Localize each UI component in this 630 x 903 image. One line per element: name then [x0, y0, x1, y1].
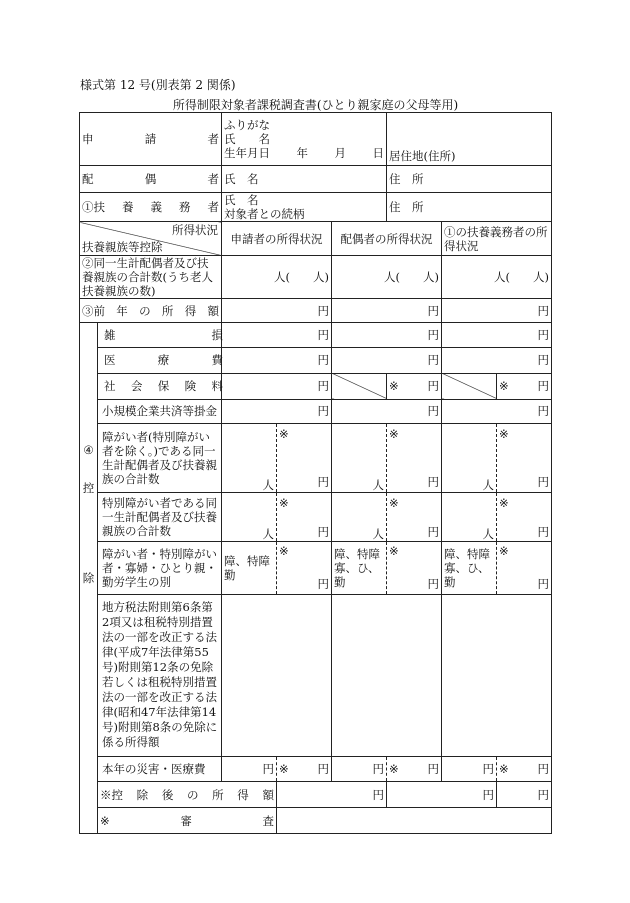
- special-supporter-amount[interactable]: ※ 円: [497, 493, 552, 542]
- spouse-row: [80, 166, 552, 193]
- special-disabled-label: 特別障がい者である同一生計配偶者及び扶養親族の合計数: [98, 493, 222, 542]
- prev-income-label: ③前 年 の 所 得 額: [80, 299, 222, 323]
- social-spouse-struck: [332, 373, 387, 399]
- smallbiz-label: 小規模企業共済等掛金: [98, 399, 222, 424]
- status-label: 障がい者・特別障がい者・寡婦・ひとり親・勤労学生の別: [98, 541, 222, 594]
- status-supporter-amount[interactable]: ※ 円: [497, 541, 552, 594]
- prev-income-applicant[interactable]: 円: [222, 299, 332, 323]
- disabled-supporter-count[interactable]: 人: [442, 424, 497, 493]
- disabled-spouse-amount[interactable]: ※ 円: [387, 424, 442, 493]
- prev-income-spouse[interactable]: 円: [332, 299, 442, 323]
- disaster-spouse-a[interactable]: 円: [332, 757, 387, 782]
- special-spouse-count[interactable]: 人: [332, 493, 387, 542]
- prev-income-row: [80, 299, 552, 323]
- special-applicant-count[interactable]: 人: [222, 493, 277, 542]
- social-supporter-struck: [442, 373, 497, 399]
- status-spouse-amount[interactable]: ※ 円: [387, 541, 442, 594]
- medical-label: 医 療 費: [98, 347, 222, 373]
- social-row: [80, 373, 552, 399]
- dependents-row: [80, 256, 552, 299]
- form-title: 所得制限対象者課税調査書(ひとり親家庭の父母等用): [172, 98, 459, 112]
- applicant-row: [80, 113, 552, 166]
- medical-spouse[interactable]: 円: [332, 347, 442, 373]
- social-supporter[interactable]: ※ 円: [497, 373, 552, 399]
- smallbiz-row: [80, 399, 552, 424]
- local-tax-spouse[interactable]: [332, 594, 442, 757]
- disaster-supporter-a[interactable]: 円: [442, 757, 497, 782]
- applicant-label: 申 請 者: [80, 113, 222, 166]
- spouse-income-header: 配偶者の所得状況: [332, 222, 442, 256]
- disabled-applicant-amount[interactable]: ※ 円: [277, 424, 332, 493]
- income-header-row: [80, 222, 552, 256]
- disabled-label: 障がい者(特別障がい者を除く。)である同一生計配偶者及び扶養親族の合計数: [98, 424, 222, 493]
- special-supporter-count[interactable]: 人: [442, 493, 497, 542]
- supporter-address-cell[interactable]: 住 所: [387, 193, 552, 222]
- medical-supporter[interactable]: 円: [442, 347, 552, 373]
- social-spouse[interactable]: ※ 円: [387, 373, 442, 399]
- after-deduction-label: ※控 除 後 の 所 得 額: [98, 782, 277, 808]
- disaster-spouse-b[interactable]: ※ 円: [387, 757, 442, 782]
- after-deduction-supporter[interactable]: 円: [497, 782, 552, 808]
- medical-applicant[interactable]: 円: [222, 347, 332, 373]
- income-survey-form: [79, 112, 552, 834]
- special-disabled-row: [80, 493, 552, 542]
- furigana-label: ふりがな: [224, 118, 270, 132]
- form-number: 様式第 12 号(別表第 2 関係): [80, 78, 236, 92]
- local-tax-row: [80, 594, 552, 757]
- local-tax-label: 地方税法附則第6条第2項又は租税特別措置法の一部を改正する法律(平成7年法律第55号)附則第12条の免除若しくは租税特別措置法の一部を改正する法律(昭和47年法律第14号)附則第8条の免除に係る所得額: [98, 594, 222, 757]
- smallbiz-spouse[interactable]: 円: [332, 399, 442, 424]
- disabled-row: [80, 424, 552, 493]
- smallbiz-applicant[interactable]: 円: [222, 399, 332, 424]
- address-label: 居住地(住所): [389, 149, 456, 163]
- spouse-name-cell[interactable]: 氏 名: [222, 166, 387, 193]
- disabled-applicant-count[interactable]: 人: [222, 424, 277, 493]
- disabled-spouse-count[interactable]: 人: [332, 424, 387, 493]
- casualty-supporter[interactable]: 円: [442, 323, 552, 348]
- after-deduction-spouse[interactable]: 円: [387, 782, 497, 808]
- disaster-applicant-a[interactable]: 円: [222, 757, 277, 782]
- disabled-supporter-amount[interactable]: ※ 円: [497, 424, 552, 493]
- spouse-label: 配 偶 者: [80, 166, 222, 193]
- status-applicant-type[interactable]: 障、特障勤: [222, 541, 277, 594]
- dependents-supporter[interactable]: 人( 人): [442, 256, 552, 299]
- spouse-address-cell[interactable]: 住 所: [387, 166, 552, 193]
- dependents-label: ②同一生計配偶者及び扶養親族の合計数(うち老人扶養親族の数): [80, 256, 222, 299]
- income-header-diagonal: 所得状況 扶養親族等控除: [80, 222, 222, 256]
- supporter-name-cell[interactable]: 氏 名 対象者との続柄: [222, 193, 387, 222]
- status-row: [80, 541, 552, 594]
- special-spouse-amount[interactable]: ※ 円: [387, 493, 442, 542]
- applicant-name-cell[interactable]: [222, 113, 387, 166]
- review-label: ※ 審 査: [98, 808, 277, 834]
- smallbiz-supporter[interactable]: 円: [442, 399, 552, 424]
- applicant-address-cell[interactable]: [387, 113, 552, 166]
- special-applicant-amount[interactable]: ※ 円: [277, 493, 332, 542]
- dependents-spouse[interactable]: 人( 人): [332, 256, 442, 299]
- disaster-label: 本年の災害・医療費: [98, 757, 222, 782]
- prev-income-supporter[interactable]: 円: [442, 299, 552, 323]
- after-deduction-row: [80, 782, 552, 808]
- social-label: 社 会 保 険 料: [98, 373, 222, 399]
- supporter-income-header: ①の扶養義務者の所得状況: [442, 222, 552, 256]
- casualty-applicant[interactable]: 円: [222, 323, 332, 348]
- dob-line: 生年月日 年 月 日: [224, 146, 384, 160]
- after-deduction-applicant[interactable]: 円: [277, 782, 387, 808]
- dependents-applicant[interactable]: 人( 人): [222, 256, 332, 299]
- casualty-row: [80, 323, 552, 348]
- deduction-side-label: ④ 控 除: [80, 323, 98, 834]
- status-spouse-type[interactable]: 障、特障寡、ひ、勤: [332, 541, 387, 594]
- disaster-row: [80, 757, 552, 782]
- review-field[interactable]: [277, 808, 552, 834]
- local-tax-applicant[interactable]: [222, 594, 332, 757]
- disaster-applicant-b[interactable]: ※ 円: [277, 757, 332, 782]
- review-row: [80, 808, 552, 834]
- casualty-spouse[interactable]: 円: [332, 323, 442, 348]
- applicant-income-header: 申請者の所得状況: [222, 222, 332, 256]
- status-supporter-type[interactable]: 障、特障寡、ひ、勤: [442, 541, 497, 594]
- disaster-supporter-b[interactable]: ※ 円: [497, 757, 552, 782]
- supporter-row: [80, 193, 552, 222]
- medical-row: [80, 347, 552, 373]
- casualty-label: 雑 損: [98, 323, 222, 348]
- social-applicant[interactable]: 円: [222, 373, 332, 399]
- name-label: 氏 名: [224, 132, 270, 146]
- status-applicant-amount[interactable]: ※ 円: [277, 541, 332, 594]
- local-tax-supporter[interactable]: [442, 594, 552, 757]
- supporter-label: ①扶 養 義 務 者: [80, 193, 222, 222]
